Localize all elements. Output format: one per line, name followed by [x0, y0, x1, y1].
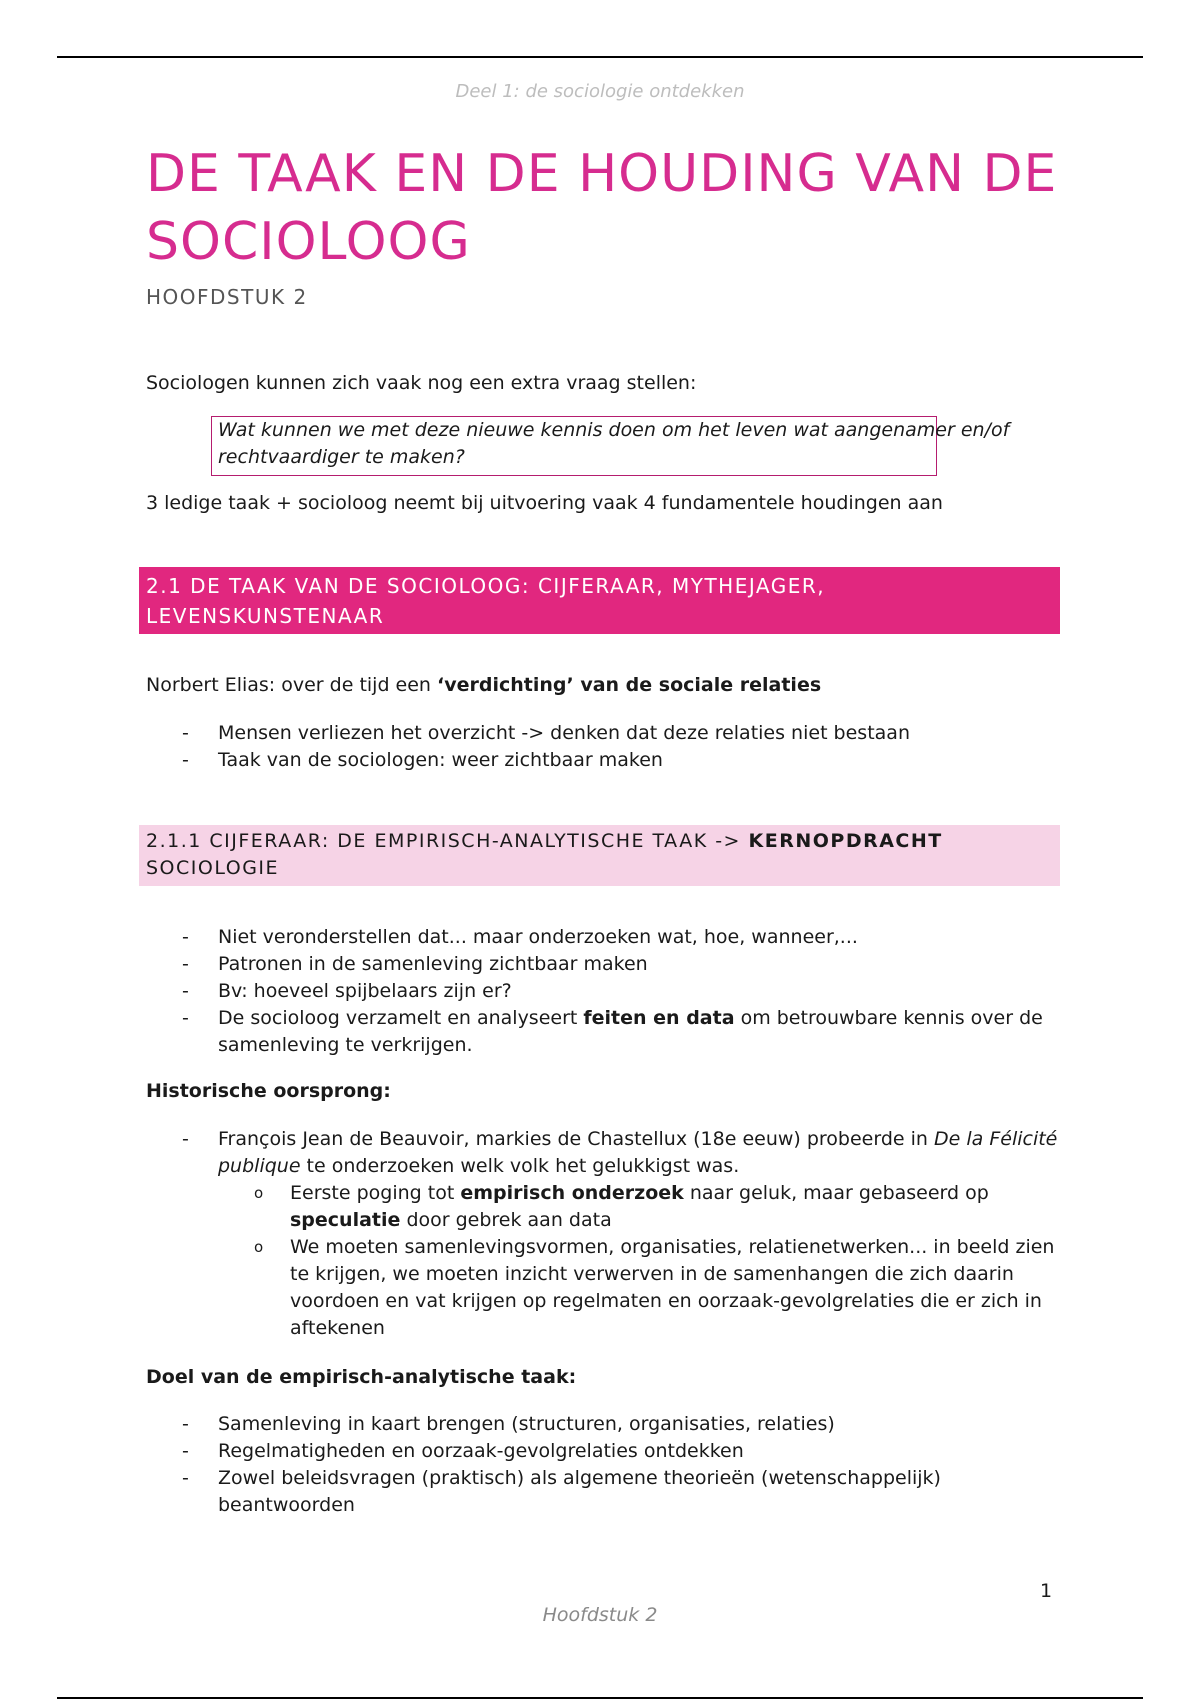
- sub1-prefix: Eerste poging tot: [290, 1182, 461, 1204]
- list-item: [0, 1126, 1068, 1342]
- header-rule: [57, 56, 1143, 58]
- list-item: - Patronen in de samenleving zichtbaar maken: [0, 951, 1068, 978]
- elias-lead: [146, 672, 821, 699]
- list-item: - Samenleving in kaart brengen (structuren, organisaties, relaties): [0, 1411, 1068, 1438]
- quote-text: Wat kunnen we met deze nieuwe kennis doen om het leven wat aangenamer en/of rechtvaardiger te maken?: [218, 419, 1010, 468]
- list-item: [0, 1005, 1068, 1059]
- goal-list: [0, 1411, 1068, 1519]
- sub1-suffix: door gebrek aan data: [400, 1209, 612, 1231]
- elias-lead-bold: ‘verdichting’ van de sociale relaties: [437, 674, 822, 696]
- list-item: - Taak van de sociologen: weer zichtbaar maken: [0, 747, 1068, 774]
- intro-lead: Sociologen kunnen zich vaak nog een extra vraag stellen:: [146, 372, 697, 394]
- running-footer: Hoofdstuk 2: [542, 1604, 658, 1626]
- chapter-subtitle: HOOFDSTUK 2: [146, 285, 308, 309]
- section-2-1-1-list: [0, 924, 1068, 1059]
- heading-suffix: SOCIOLOGIE: [146, 857, 280, 879]
- sub1-bold: empirisch onderzoek: [460, 1182, 684, 1204]
- historic-prefix: François Jean de Beauvoir, markies de Chastellux (18e eeuw) probeerde in: [218, 1128, 934, 1150]
- quote-box: [211, 416, 1010, 476]
- section-2-1-list: [0, 720, 1068, 774]
- heading-bold: KERNOPDRACHT: [748, 830, 943, 852]
- heading-prefix: 2.1.1 CIJFERAAR: DE EMPIRISCH-ANALYTISCHE TAAK ->: [146, 830, 749, 852]
- footer-rule: [57, 1697, 1143, 1699]
- sub1-mid: naar geluk, maar gebaseerd op: [683, 1182, 989, 1204]
- running-header: Deel 1: de sociologie ontdekken: [455, 81, 745, 102]
- historic-sublist: [218, 1180, 1068, 1342]
- historic-suffix: te onderzoeken welk volk het gelukkigst was.: [300, 1155, 740, 1177]
- sub-list-item: [218, 1180, 1070, 1234]
- list-item: - Niet veronderstellen dat... maar onderzoeken wat, hoe, wanneer,...: [0, 924, 1068, 951]
- historic-list: [0, 1126, 1068, 1342]
- historic-label: Historische oorsprong:: [146, 1080, 391, 1102]
- bullet4-prefix: De socioloog verzamelt en analyseert: [218, 1007, 584, 1029]
- bullet4-suffix: om betrouwbare kennis over de samenleving te verkrijgen.: [218, 1007, 1043, 1056]
- section-heading-2-1: 2.1 DE TAAK VAN DE SOCIOLOOG: CIJFERAAR, MYTHEJAGER, LEVENSKUNSTENAAR: [139, 567, 1060, 634]
- section-heading-2-1-1: [139, 825, 1060, 886]
- intro-summary: 3 ledige taak + socioloog neemt bij uitvoering vaak 4 fundamentele houdingen aan: [146, 492, 943, 514]
- list-item: - Regelmatigheden en oorzaak-gevolgrelaties ontdekken: [0, 1438, 1068, 1465]
- sub1-bold2: speculatie: [290, 1209, 401, 1231]
- sub-list-item: o We moeten samenlevingsvormen, organisaties, relatienetwerken... in beeld zien te krijgen, we moeten inzicht verwerven in de samenhangen die zich daarin voordoen en vat krijgen op regelmaten en oorzaak-gevolgrelaties die er zich in aftekenen: [218, 1234, 1070, 1342]
- bullet4-bold: feiten en data: [583, 1007, 735, 1029]
- list-item: - Bv: hoeveel spijbelaars zijn er?: [0, 978, 1068, 1005]
- list-item: - Zowel beleidsvragen (praktisch) als algemene theorieën (wetenschappelijk) beantwoorden: [0, 1465, 1068, 1519]
- page-title: DE TAAK EN DE HOUDING VAN DE SOCIOLOOG: [146, 144, 1058, 272]
- page-number: 1: [1040, 1580, 1053, 1602]
- goal-label: Doel van de empirisch-analytische taak:: [146, 1366, 577, 1388]
- historic-italic: De la Félicité publique: [218, 1128, 1058, 1177]
- elias-lead-text: Norbert Elias: over de tijd een: [146, 674, 438, 696]
- list-item: - Mensen verliezen het overzicht -> denken dat deze relaties niet bestaan: [0, 720, 1068, 747]
